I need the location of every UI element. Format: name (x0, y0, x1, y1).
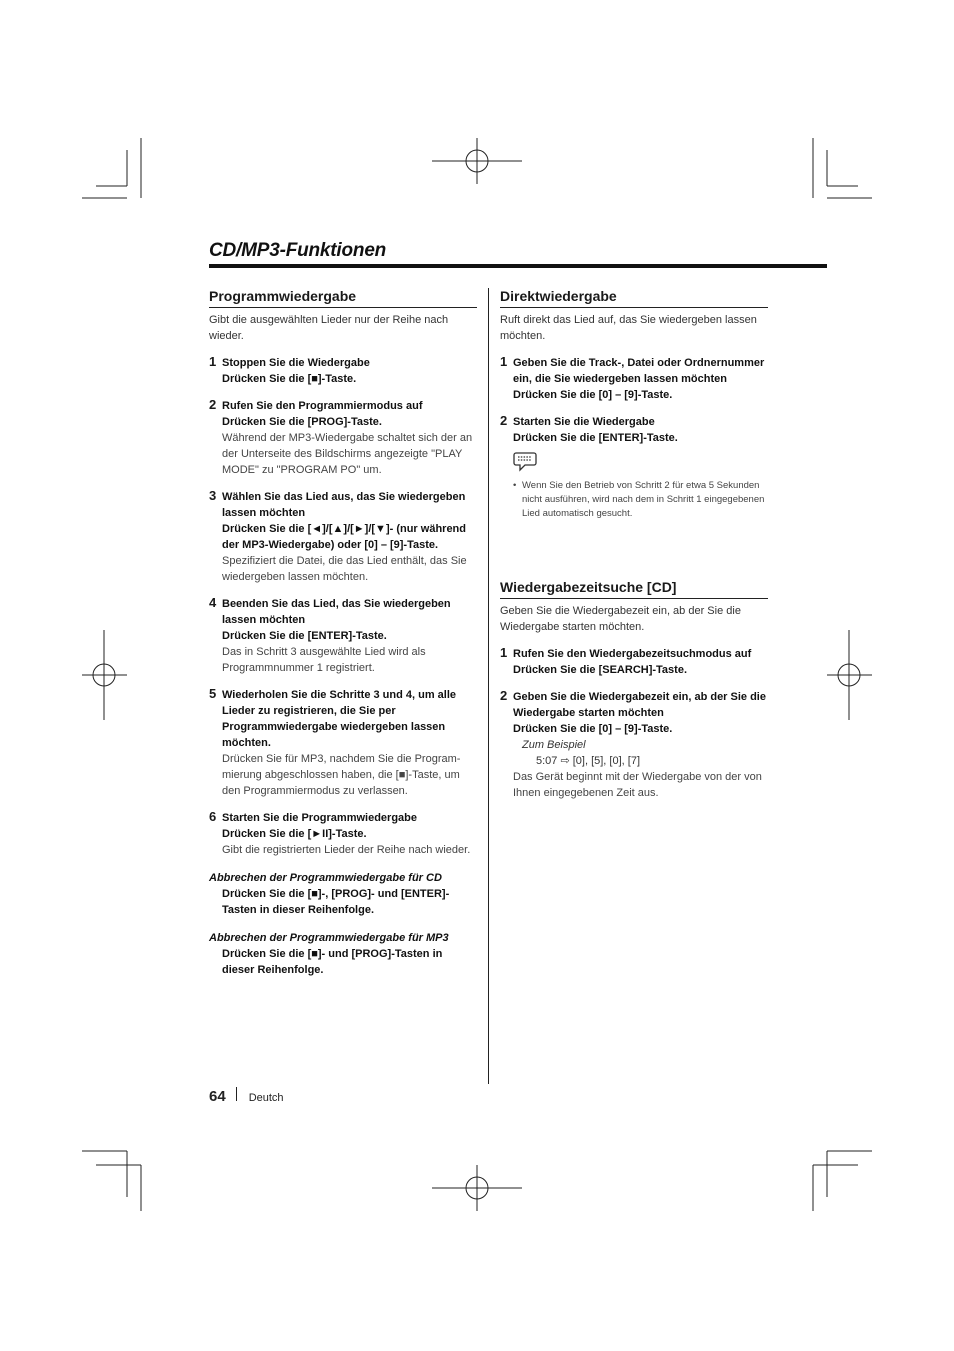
time-step-2 (500, 689, 768, 801)
footer-language: Deutch (248, 1092, 284, 1104)
step-title: Geben Sie die Wiedergabezeit ein, ab der Sie die Wiedergabe starten möchten (513, 691, 766, 719)
step-number: 2 (500, 688, 508, 703)
step-action: Drücken Sie die [►II]-Taste. (222, 828, 367, 840)
step-title: Starten Sie die Programmwiedergabe (222, 812, 418, 824)
step-description: Das Gerät beginnt mit der Wiedergabe von der von Ihnen eingegebenen Zeit aus. (513, 771, 762, 799)
section-intro: Ruft direkt das Lied auf, das Sie wiedergeben lassen möchten. (500, 314, 757, 342)
step-title: Wiederholen Sie die Schritte 3 und 4, um alle Lieder zu registrieren, die Sie per Programmwiedergabe wiedergeben lassen möchten. (222, 689, 457, 749)
section-heading-programmwiedergabe: Programmwiedergabe (209, 288, 477, 308)
cancel-mp3-text: Drücken Sie die [■]- und [PROG]-Tasten in dieser Reihenfolge. (222, 948, 443, 976)
page-number: 64 (209, 1088, 226, 1105)
step-number: 5 (209, 686, 217, 701)
step-title: Rufen Sie den Wiedergabezeitsuchmodus auf (513, 648, 752, 660)
step-1 (209, 355, 477, 387)
step-description: Drücken Sie für MP3, nachdem Sie die Program-mierung abgeschlossen haben, die [■]-Taste, um den Programmiermodus zu verlassen. (222, 753, 461, 797)
right-column (500, 288, 768, 801)
step-action: Drücken Sie die [■]-Taste. (222, 373, 357, 385)
step-number: 4 (209, 595, 217, 610)
title-rule (209, 264, 827, 268)
step-action: Drücken Sie die [0] – [9]-Taste. (513, 723, 673, 735)
step-title: Geben Sie die Track-, Datei oder Ordnernummer ein, die Sie wiedergeben lassen möchten (513, 357, 765, 385)
step-number: 3 (209, 488, 217, 503)
step-action: Drücken Sie die [ENTER]-Taste. (513, 432, 678, 444)
step-description: Während der MP3-Wiedergabe schaltet sich der an der Unterseite des Bildschirms angezeigte "PLAY MODE" zu "PROGRAM PO" um. (222, 432, 473, 476)
page-title: CD/MP3-Funktionen (209, 240, 387, 261)
left-column (209, 288, 477, 978)
step-description: Das in Schritt 3 ausgewählte Lied wird als Programmnummer 1 registriert. (222, 646, 426, 674)
cancel-mp3-heading: Abbrechen der Programmwiedergabe für MP3 (209, 932, 449, 944)
step-title: Rufen Sie den Programmiermodus auf (222, 400, 423, 412)
direct-step-2 (500, 414, 768, 446)
step-title: Starten Sie die Wiedergabe (513, 416, 655, 428)
step-number: 1 (500, 645, 508, 660)
step-action: Drücken Sie die [ENTER]-Taste. (222, 630, 387, 642)
step-number: 2 (500, 413, 508, 428)
page-footer (209, 1087, 284, 1105)
step-6 (209, 810, 477, 858)
footer-separator (236, 1087, 237, 1101)
step-title: Stoppen Sie die Wiedergabe (222, 357, 370, 369)
step-action: Drücken Sie die [◄]/[▲]/[►]/[▼]- (nur während der MP3-Wiedergabe) oder [0] – [9]-Taste. (222, 523, 466, 551)
step-4 (209, 596, 477, 676)
step-action: Drücken Sie die [0] – [9]-Taste. (513, 389, 673, 401)
step-2 (209, 398, 477, 478)
section-heading-direktwiedergabe: Direktwiedergabe (500, 288, 768, 308)
step-number: 6 (209, 809, 217, 824)
step-number: 1 (500, 354, 508, 369)
time-step-1 (500, 646, 768, 678)
step-5 (209, 687, 477, 799)
step-description: Gibt die registrierten Lieder der Reihe nach wieder. (222, 844, 471, 856)
step-number: 2 (209, 397, 217, 412)
cancel-cd-heading: Abbrechen der Programmwiedergabe für CD (209, 872, 442, 884)
step-3 (209, 489, 477, 585)
column-divider (488, 288, 489, 1084)
step-action: Drücken Sie die [PROG]-Taste. (222, 416, 382, 428)
section-intro: Gibt die ausgewählten Lieder nur der Reihe nach wieder. (209, 314, 449, 342)
step-action: Drücken Sie die [SEARCH]-Taste. (513, 664, 688, 676)
cancel-cd-text: Drücken Sie die [■]-, [PROG]- und [ENTER]-Tasten in dieser Reihenfolge. (222, 888, 450, 916)
example-value: 5:07 ⇨ [0], [5], [0], [7] (536, 755, 640, 767)
note-icon (513, 450, 768, 477)
example-label: Zum Beispiel (522, 739, 586, 751)
section-heading-wiedergabezeitsuche: Wiedergabezeitsuche [CD] (500, 579, 768, 599)
step-description: Spezifiziert die Datei, die das Lied enthält, das Sie wiedergeben lassen möchten. (222, 555, 467, 583)
step-title: Beenden Sie das Lied, das Sie wiedergeben lassen möchten (222, 598, 451, 626)
note-text: • Wenn Sie den Betrieb von Schritt 2 für etwa 5 Sekunden nicht ausführen, wird nach dem in Schritt 1 eingegebenen Lied automatisch gesucht. (513, 479, 768, 521)
direct-step-1 (500, 355, 768, 403)
step-number: 1 (209, 354, 217, 369)
section-intro: Geben Sie die Wiedergabezeit ein, ab der Sie die Wiedergabe starten möchten. (500, 605, 741, 633)
step-title: Wählen Sie das Lied aus, das Sie wiedergeben lassen möchten (222, 491, 466, 519)
